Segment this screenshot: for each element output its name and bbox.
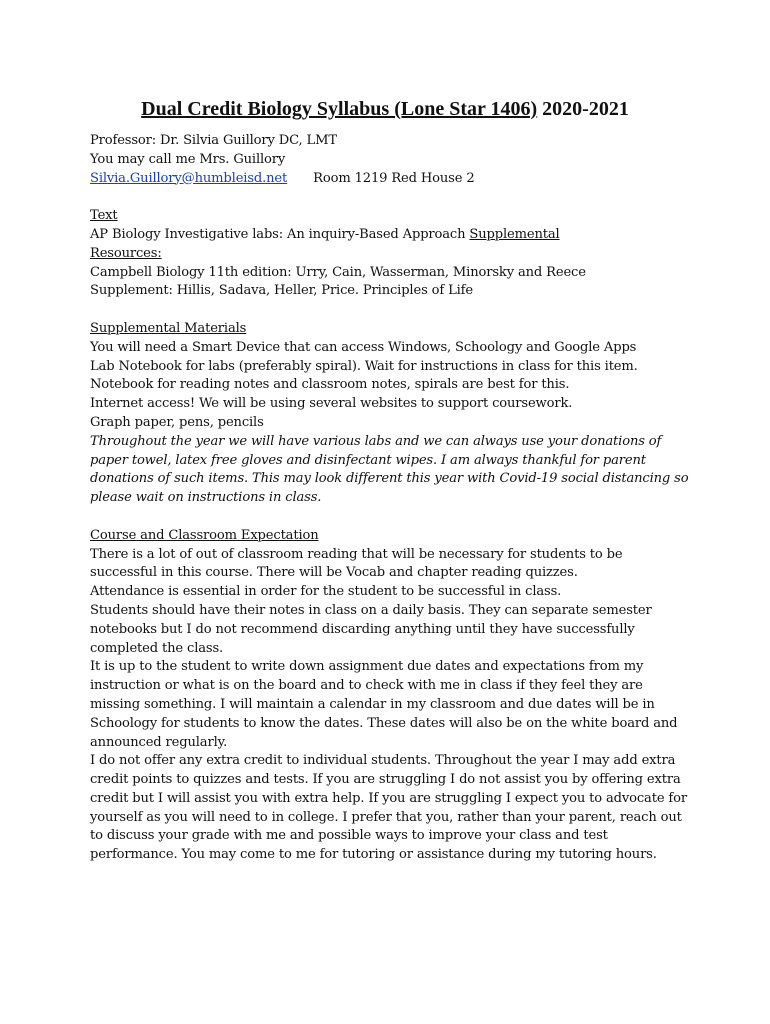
- materials-item: Graph paper, pens, pencils: [90, 414, 264, 430]
- materials-item: You will need a Smart Device that can access Windows, Schoology and Google Apps: [90, 339, 637, 355]
- textbook-line: Campbell Biology 11th edition: Urry, Cain, Wasserman, Minorsky and Reece: [90, 264, 586, 280]
- text-line-1-main: AP Biology Investigative labs: An inquiry-Based Approach: [90, 226, 470, 242]
- call-me-line: You may call me Mrs. Guillory: [90, 151, 286, 167]
- materials-item: Internet access! We will be using several websites to support coursework.: [90, 396, 573, 412]
- donations-note-line: Throughout the year we will have various labs and we can always use your donations of: [90, 433, 662, 449]
- materials-heading: Supplemental Materials: [90, 320, 247, 336]
- expectations-line: performance. You may come to me for tutoring or assistance during my tutoring hours.: [90, 847, 657, 863]
- spacer: [90, 301, 690, 320]
- text-heading: Text: [90, 208, 118, 224]
- expectations-line: missing something. I will maintain a calendar in my classroom and due dates will be in: [90, 696, 655, 712]
- contact-line: [90, 170, 690, 189]
- spacer: [90, 188, 690, 207]
- expectations-line: credit but I will assist you with extra help. If you are struggling I expect you to advocate for: [90, 790, 687, 806]
- expectations-line: Attendance is essential in order for the student to be successful in class.: [90, 584, 562, 600]
- expectations-line: credit points to quizzes and tests. If you are struggling I do not assist you by offering extra: [90, 772, 681, 788]
- expectations-line: successful in this course. There will be Vocab and chapter reading quizzes.: [90, 565, 578, 581]
- expectations-line: There is a lot of out of classroom reading that will be necessary for students to be: [90, 546, 623, 562]
- supplemental-label: Supplemental: [469, 226, 560, 242]
- expectations-heading: Course and Classroom Expectation: [90, 527, 319, 543]
- email-link[interactable]: Silvia.Guillory@humbleisd.net: [90, 170, 288, 186]
- expectations-line: Schoology for students to know the dates. These dates will also be on the white board and: [90, 715, 678, 731]
- donations-note-line: donations of such items. This may look different this year with Covid-19 social distancing so: [90, 471, 689, 487]
- room-text: Room 1219 Red House 2: [313, 170, 475, 186]
- spacer: [90, 508, 690, 527]
- expectations-line: notebooks but I do not recommend discarding anything until they have successfully: [90, 621, 635, 637]
- materials-item: Lab Notebook for labs (preferably spiral). Wait for instructions in class for this item.: [90, 358, 638, 374]
- text-line-1: [90, 226, 690, 245]
- expectations-line: It is up to the student to write down assignment due dates and expectations from my: [90, 659, 644, 675]
- donations-note-line: please wait on instructions in class.: [90, 490, 322, 506]
- syllabus-body: [90, 132, 690, 865]
- resources-label: Resources:: [90, 245, 162, 261]
- expectations-line: yourself as you will need to in college. I prefer that you, rather than your parent, reach out: [90, 809, 682, 825]
- expectations-line: I do not offer any extra credit to individual students. Throughout the year I may add extra: [90, 753, 676, 769]
- professor-line: Professor: Dr. Silvia Guillory DC, LMT: [90, 133, 337, 148]
- expectations-line: to discuss your grade with me and possible ways to improve your class and test: [90, 828, 608, 844]
- page-title: [0, 96, 770, 122]
- donations-note-line: paper towel, latex free gloves and disinfectant wipes. I am always thankful for parent: [90, 452, 646, 468]
- supplement-line: Supplement: Hillis, Sadava, Heller, Price. Principles of Life: [90, 283, 473, 299]
- materials-item: Notebook for reading notes and classroom notes, spirals are best for this.: [90, 377, 570, 393]
- school-year: 2020-2021: [542, 98, 629, 120]
- expectations-line: completed the class.: [90, 640, 224, 656]
- expectations-line: Students should have their notes in class on a daily basis. They can separate semester: [90, 602, 652, 618]
- expectations-line: announced regularly.: [90, 734, 228, 750]
- expectations-line: instruction or what is on the board and to check with me in class if they feel they are: [90, 678, 643, 694]
- course-title: Dual Credit Biology Syllabus (Lone Star 1406): [141, 98, 538, 120]
